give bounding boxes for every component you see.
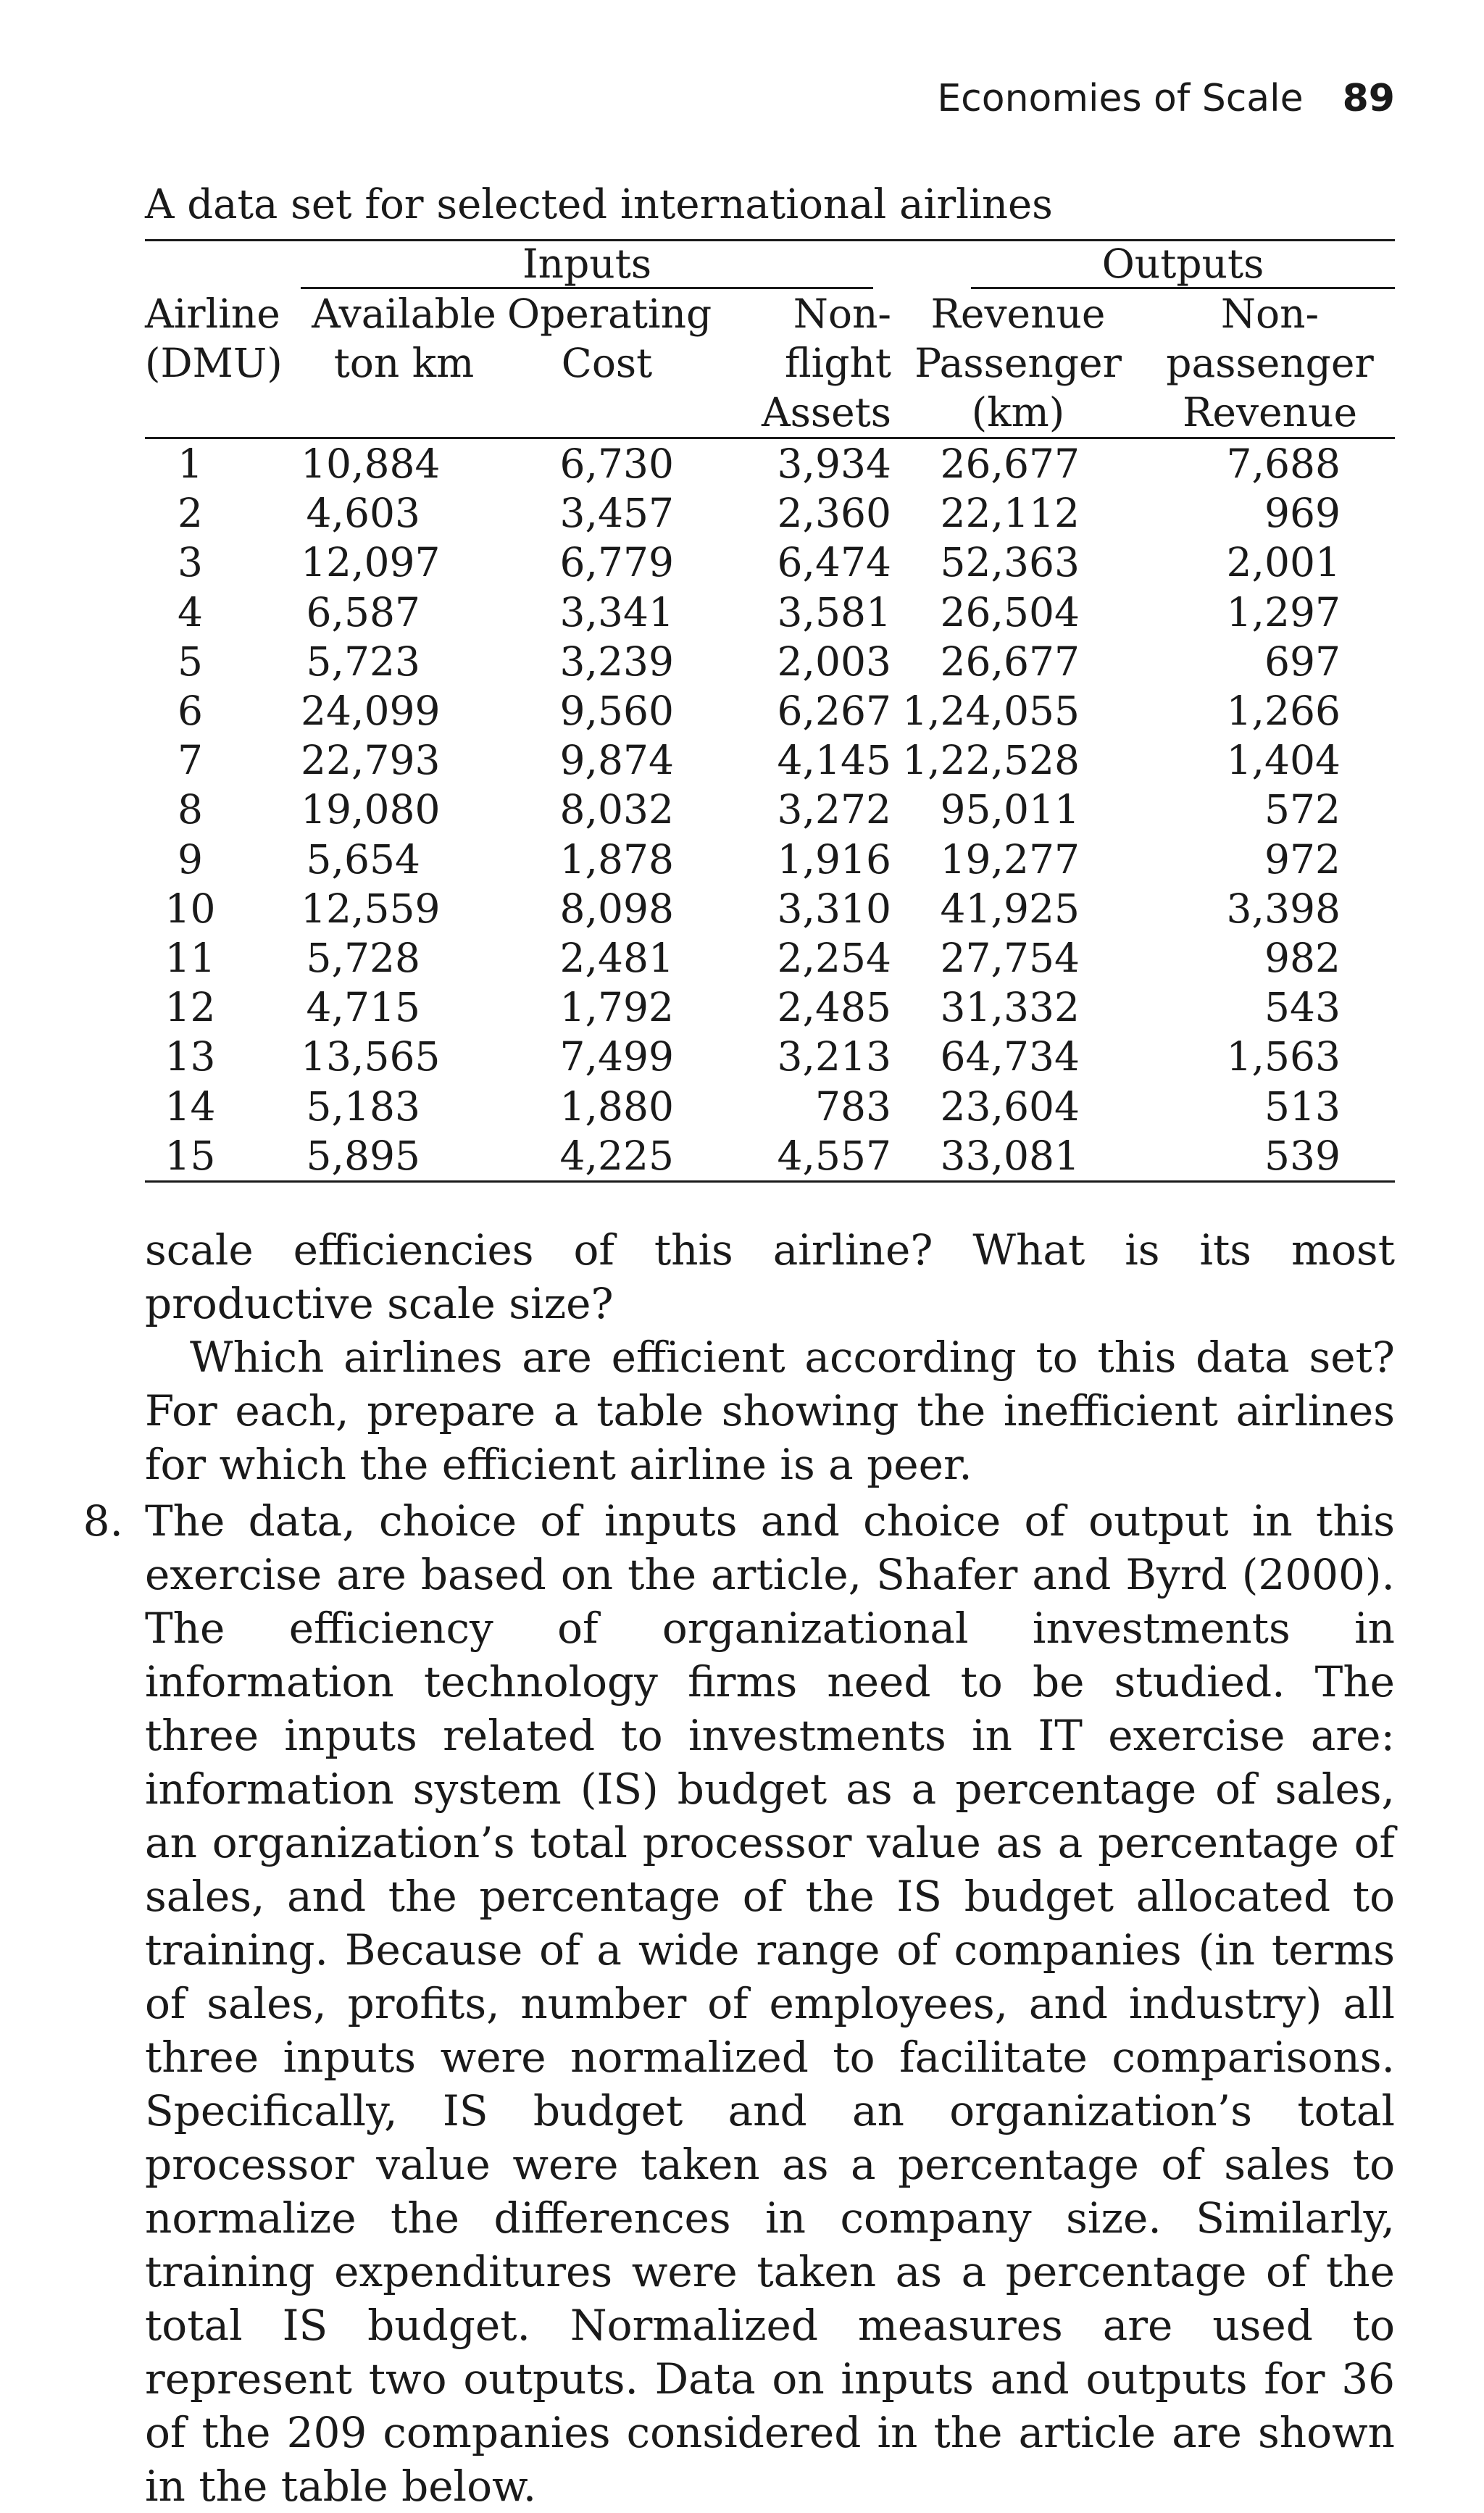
- cell-operating-cost: 3,239: [559, 638, 674, 685]
- cell-non-flight-assets: 3,934: [777, 441, 891, 488]
- cell-airline-dmu: 3: [178, 539, 203, 586]
- column-header-airline-dmu: (DMU): [145, 340, 283, 386]
- cell-airline-dmu: 4: [178, 588, 203, 635]
- column-header-non-passenger-revenue: Non-: [1220, 291, 1320, 337]
- table-row: [145, 735, 1395, 785]
- cell-operating-cost: 8,098: [559, 885, 674, 932]
- cell-revenue-passenger-km: 95,011: [940, 786, 1080, 833]
- cell-non-flight-assets: 2,254: [777, 934, 891, 981]
- cell-non-passenger-revenue: 982: [1264, 934, 1341, 981]
- table-row: [145, 884, 1395, 933]
- group-header-inputs: Inputs: [301, 241, 873, 289]
- column-header-available-ton-km: [301, 388, 507, 438]
- cell-available-ton-km: 4,603: [306, 490, 420, 537]
- running-head: [913, 72, 1395, 125]
- cell-operating-cost: 2,481: [559, 934, 674, 981]
- cell-non-flight-assets: 4,145: [777, 737, 891, 784]
- cell-non-passenger-revenue: 972: [1264, 835, 1341, 883]
- cell-non-passenger-revenue: 969: [1264, 490, 1341, 537]
- cell-operating-cost: 7,499: [559, 1033, 674, 1080]
- cell-available-ton-km: 5,895: [301, 1131, 507, 1182]
- group-header-outputs: Outputs: [971, 241, 1395, 289]
- column-header-airline-dmu: [145, 388, 301, 438]
- column-header-non-flight-assets: Assets: [706, 388, 891, 438]
- column-header-operating-cost: Cost: [561, 340, 653, 386]
- cell-non-passenger-revenue: 697: [1264, 638, 1341, 685]
- cell-airline-dmu: 1: [178, 441, 203, 488]
- cell-available-ton-km: 5,723: [306, 638, 420, 685]
- cell-non-passenger-revenue: 7,688: [1226, 441, 1341, 488]
- cell-non-passenger-revenue: 1,404: [1226, 737, 1341, 784]
- cell-airline-dmu: 2: [178, 490, 203, 537]
- cell-airline-dmu: 14: [164, 1083, 216, 1130]
- cell-airline-dmu: 15: [145, 1131, 301, 1182]
- cell-operating-cost: 6,730: [559, 441, 674, 488]
- cell-operating-cost: 1,878: [559, 835, 674, 883]
- cell-revenue-passenger-km: 31,332: [940, 984, 1080, 1031]
- table-row: [145, 785, 1395, 834]
- cell-airline-dmu: 8: [178, 786, 203, 833]
- column-header-row: [145, 388, 1395, 438]
- cell-available-ton-km: 24,099: [301, 688, 441, 735]
- column-header-non-passenger-revenue: passenger: [1166, 340, 1374, 386]
- cell-non-flight-assets: 3,272: [777, 786, 891, 833]
- cell-revenue-passenger-km: 64,734: [940, 1033, 1080, 1080]
- cell-non-passenger-revenue: 543: [1264, 984, 1341, 1031]
- cell-operating-cost: 4,225: [507, 1131, 706, 1182]
- cell-revenue-passenger-km: 26,504: [940, 588, 1080, 635]
- cell-non-passenger-revenue: 3,398: [1226, 885, 1341, 932]
- column-header-available-ton-km: Available: [312, 291, 496, 337]
- cell-non-flight-assets: 1,916: [777, 835, 891, 883]
- cell-available-ton-km: 22,793: [301, 737, 441, 784]
- cell-airline-dmu: 11: [164, 934, 216, 981]
- cell-available-ton-km: 5,728: [306, 934, 420, 981]
- cell-operating-cost: 9,874: [559, 737, 674, 784]
- cell-available-ton-km: 13,565: [301, 1033, 441, 1080]
- cell-available-ton-km: 12,559: [301, 885, 441, 932]
- page-number: 89: [1342, 77, 1395, 120]
- cell-operating-cost: 1,792: [559, 984, 674, 1031]
- column-header-non-passenger-revenue: Revenue: [1145, 388, 1395, 438]
- cell-airline-dmu: 5: [178, 638, 203, 685]
- cell-non-flight-assets: 6,474: [777, 539, 891, 586]
- cell-revenue-passenger-km: 26,677: [940, 441, 1080, 488]
- cell-non-passenger-revenue: 572: [1264, 786, 1341, 833]
- cell-revenue-passenger-km: 33,081: [891, 1131, 1145, 1182]
- column-header-airline-dmu: Airline: [145, 291, 280, 337]
- table-row: [145, 538, 1395, 587]
- table-row: [145, 686, 1395, 735]
- cell-airline-dmu: 12: [164, 984, 216, 1031]
- cell-non-passenger-revenue: 1,266: [1226, 688, 1341, 735]
- column-header-row: [145, 338, 1395, 388]
- cell-available-ton-km: 12,097: [301, 539, 441, 586]
- table-row: [145, 488, 1395, 538]
- cell-non-flight-assets: 2,003: [777, 638, 891, 685]
- cell-revenue-passenger-km: 1,24,055: [902, 688, 1080, 735]
- table-row: [145, 983, 1395, 1032]
- cell-airline-dmu: 6: [178, 688, 203, 735]
- column-header-revenue-passenger-km: Revenue: [930, 291, 1106, 337]
- table-row: [145, 637, 1395, 686]
- cell-revenue-passenger-km: 1,22,528: [902, 737, 1080, 784]
- cell-non-flight-assets: 3,310: [777, 885, 891, 932]
- cell-non-passenger-revenue: 2,001: [1226, 539, 1341, 586]
- table-row: [145, 1032, 1395, 1081]
- paragraph-efficient-airlines: Which airlines are efficient according to this data set? For each, prepare a table showing the inefficient airlines for which the efficient airline is a peer.: [145, 1333, 1395, 1489]
- cell-non-flight-assets: 3,213: [777, 1033, 891, 1080]
- cell-revenue-passenger-km: 27,754: [940, 934, 1080, 981]
- cell-revenue-passenger-km: 22,112: [940, 490, 1080, 537]
- column-header-non-flight-assets: Non-: [793, 291, 891, 337]
- cell-operating-cost: 8,032: [559, 786, 674, 833]
- cell-airline-dmu: 10: [164, 885, 216, 932]
- cell-operating-cost: 6,779: [559, 539, 674, 586]
- cell-non-passenger-revenue: 513: [1264, 1083, 1341, 1130]
- cell-non-passenger-revenue: 1,563: [1226, 1033, 1341, 1080]
- column-header-operating-cost: [507, 388, 706, 438]
- column-header-revenue-passenger-km: (km): [891, 388, 1145, 438]
- cell-available-ton-km: 19,080: [301, 786, 441, 833]
- running-head-title: Economies of Scale: [937, 77, 1304, 120]
- cell-operating-cost: 3,457: [559, 490, 674, 537]
- table-row: [145, 1131, 1395, 1182]
- column-header-non-flight-assets: flight: [784, 340, 891, 386]
- airline-data-table: [145, 239, 1395, 1183]
- table-row: [145, 933, 1395, 983]
- table-row: [145, 438, 1395, 489]
- table-caption: A data set for selected international airlines: [145, 181, 1053, 228]
- cell-available-ton-km: 10,884: [301, 441, 441, 488]
- cell-non-flight-assets: 4,557: [706, 1131, 891, 1182]
- cell-revenue-passenger-km: 41,925: [940, 885, 1080, 932]
- column-header-operating-cost: Operating: [507, 291, 712, 337]
- cell-revenue-passenger-km: 23,604: [940, 1083, 1080, 1130]
- column-header-row: [145, 289, 1395, 338]
- exercise-8-text: The data, choice of inputs and choice of output in this exercise are based on the article, Shafer and Byrd (2000). The efficiency of organizational investments in information technology firms need to be studied. The three inputs related to investments in IT exercise are: information system (IS) budget as a percentage of sales, an organization’s total processor value as a percentage of sales, and the percentage of the IS budget allocated to training. Because of a wide range of companies (in terms of sales, profits, number of employees, and industry) all three inputs were normalized to facilitate comparisons. Specifically, IS budget and an organization’s total processor value were taken as a percentage of sales to normalize the differences in company size. Similarly, training expenditures were taken as a percentage of the total IS budget. Normalized measures are used to represent two outputs. Data on inputs and outputs for 36 of the 209 companies considered in the article are shown in the table below.: [145, 1496, 1395, 2511]
- cell-non-flight-assets: 6,267: [777, 688, 891, 735]
- cell-operating-cost: 9,560: [559, 688, 674, 735]
- column-header-revenue-passenger-km: Passenger: [914, 340, 1122, 386]
- cell-non-flight-assets: 783: [815, 1083, 891, 1130]
- table-row: [145, 1081, 1395, 1130]
- cell-non-flight-assets: 3,581: [777, 588, 891, 635]
- cell-available-ton-km: 6,587: [306, 588, 420, 635]
- table-row: [145, 588, 1395, 637]
- cell-revenue-passenger-km: 26,677: [940, 638, 1080, 685]
- cell-operating-cost: 3,341: [559, 588, 674, 635]
- paragraph-scale-efficiency: scale efficiencies of this airline? What is its most productive scale size?: [145, 1225, 1395, 1328]
- cell-non-passenger-revenue: 1,297: [1226, 588, 1341, 635]
- cell-airline-dmu: 7: [178, 737, 203, 784]
- cell-airline-dmu: 13: [164, 1033, 216, 1080]
- cell-operating-cost: 1,880: [559, 1083, 674, 1130]
- cell-available-ton-km: 5,654: [306, 835, 420, 883]
- column-header-available-ton-km: ton km: [333, 340, 475, 386]
- cell-non-flight-assets: 2,485: [777, 984, 891, 1031]
- exercise-number: 8.: [83, 1496, 123, 1546]
- cell-non-flight-assets: 2,360: [777, 490, 891, 537]
- group-header-row: [145, 241, 1395, 290]
- cell-non-passenger-revenue: 539: [1145, 1131, 1395, 1182]
- cell-revenue-passenger-km: 19,277: [940, 835, 1080, 883]
- cell-available-ton-km: 5,183: [306, 1083, 420, 1130]
- table-row: [145, 835, 1395, 884]
- cell-airline-dmu: 9: [178, 835, 203, 883]
- cell-revenue-passenger-km: 52,363: [940, 539, 1080, 586]
- cell-available-ton-km: 4,715: [306, 984, 420, 1031]
